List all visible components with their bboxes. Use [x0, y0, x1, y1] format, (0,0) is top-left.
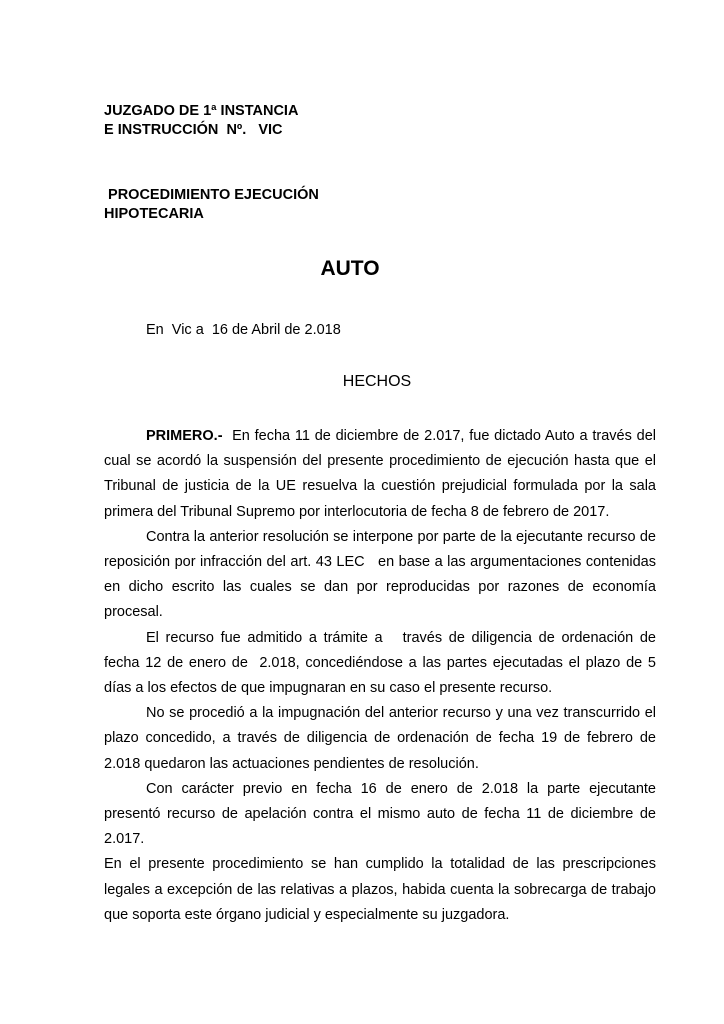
procedure-line-1: PROCEDIMIENTO EJECUCIÓN: [104, 187, 319, 203]
section-title-hechos: HECHOS: [342, 373, 412, 390]
document-title: AUTO: [320, 257, 380, 280]
paragraph-recurso-reposicion: Contra la anterior resolución se interpone por parte de la ejecutante recurso de reposición por infracción del art. 43 LEC en base a las argumentaciones contenidas en dicho escrito las cuales se dan por reproducidas por razones de economía procesal.: [104, 528, 661, 621]
paragraph-primero-text: En fecha 11 de diciembre de 2.017, fue dictado Auto a través del cual se acordó la suspensión del presente procedimiento de ejecución hasta que el Tribunal de justicia de la UE resuelva la cuestión prejudicial formulada por la sala primera del Tribunal Supremo por interlocutoria de fecha 8 de febrero de 2017.: [104, 428, 661, 520]
paragraph-recurso-apelacion: Con carácter previo en fecha 16 de enero de 2.018 la parte ejecutante presentó recurso de apelación contra el mismo auto de fecha 11 de diciembre de 2.017.: [104, 780, 661, 848]
document-body: [104, 424, 661, 928]
paragraph-primero: [104, 424, 661, 525]
court-name-line-1: JUZGADO DE 1ª INSTANCIA: [104, 103, 299, 119]
paragraph-prescripciones: En el presente procedimiento se han cumplido la totalidad de las prescripciones legales a excepción de las relativas a plazos, habida cuenta la sobrecarga de trabajo que soporta este órgano judicial y especialmente su juzgadora.: [104, 856, 661, 923]
court-name-line-2: E INSTRUCCIÓN Nº. VIC: [104, 122, 283, 138]
paragraph-admision-tramite: El recurso fue admitido a trámite a través de diligencia de ordenación de fecha 12 de enero de 2.018, concediéndose a las partes ejecutadas el plazo de 5 días a los efectos de que impugnaran en su caso el presente recurso.: [104, 629, 661, 697]
paragraph-label-primero: PRIMERO.-: [146, 428, 223, 444]
procedure-line-2: HIPOTECARIA: [104, 206, 204, 222]
paragraph-impugnacion: No se procedió a la impugnación del anterior recurso y una vez transcurrido el plazo concedido, a través de diligencia de ordenación de fecha 19 de febrero de 2.018 quedaron las actuaciones pendientes de resolución.: [104, 705, 661, 772]
procedure-type: [104, 186, 319, 224]
date-line: En Vic a 16 de Abril de 2.018: [146, 322, 341, 338]
court-header: [104, 102, 298, 140]
